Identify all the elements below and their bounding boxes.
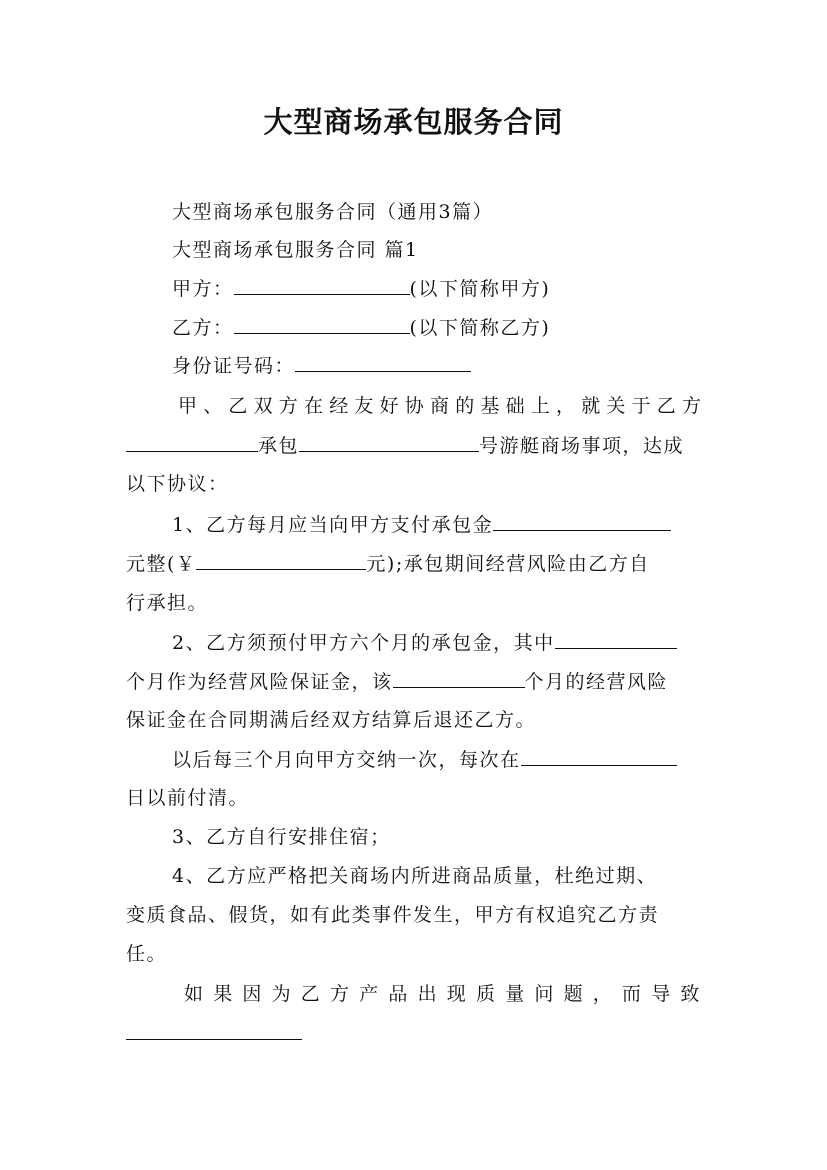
intro-line-1 [178,392,708,420]
payment-line-2: 日以前付清。 [126,787,250,809]
intro-line-3: 以下协议： [126,473,229,495]
party-a-line [172,274,550,303]
clause-5-line-1 [184,980,710,1008]
clause-3-line: 3、乙方自行安排住宿； [172,826,391,848]
payment-date-blank[interactable] [521,745,677,766]
id-number-label: 身份证号码： [172,355,296,377]
subtitle: 大型商场承包服务合同（通用3篇） [172,201,494,223]
clause-4-line-1: 4、乙方应严格把关商场内所进商品质量，杜绝过期、 [172,865,658,887]
intro-text-2a: 承包 [258,435,300,457]
clause-4-line-2: 变质食品、假货，如有此类事件发生，甲方有权追究乙方责 [126,904,660,926]
deposit-months-blank-2[interactable] [393,667,525,688]
consequence-blank[interactable] [126,1019,302,1040]
clause-2-line-3: 保证金在合同期满后经双方结算后退还乙方。 [126,709,537,731]
clause-2-text-2b: 个月的经营风险 [524,671,669,693]
mall-number-blank[interactable] [299,431,479,452]
clause-4-line-3: 任。 [126,943,168,965]
party-a-blank[interactable] [234,274,410,295]
payment-text-1: 以后每三个月向甲方交纳一次，每次在 [172,749,521,771]
party-b-line [172,313,550,342]
clause-1-line-1 [172,510,671,539]
party-b-blank[interactable] [234,313,410,334]
clause-5-text-1: 如果因为乙方产品出现质量问题，而导致 [184,983,710,1005]
contract-fee-blank[interactable] [493,510,671,531]
party-b-label: 乙方： [172,317,234,339]
clause-1-text-2a: 元整(￥ [126,553,197,575]
clause-1-line-2 [126,549,650,578]
clause-1-text-1: 1、乙方每月应当向甲方支付承包金 [172,514,494,536]
id-number-line [172,351,471,380]
intro-line-2 [126,431,684,460]
id-number-blank[interactable] [295,351,471,372]
clause-5-line-2 [126,1019,302,1048]
party-b-suffix: (以下简称乙方) [409,317,551,339]
clause-2-text-1: 2、乙方须预付甲方六个月的承包金，其中 [172,632,555,654]
contract-fee-amount-blank[interactable] [196,549,366,570]
part-heading: 大型商场承包服务合同 篇1 [172,239,419,261]
payment-line-1 [172,745,677,774]
clause-1-text-2b: 元);承包期间经营风险由乙方自 [366,553,650,575]
clause-1-line-3: 行承担。 [126,592,209,614]
clause-2-text-2a: 个月作为经营风险保证金，该 [126,671,393,693]
document-title: 大型商场承包服务合同 [263,105,564,139]
intro-text-2b: 号游艇商场事项，达成 [479,435,685,457]
intro-text-1: 甲、乙双方在经友好协商的基础上，就关于乙方 [178,395,708,417]
party-b-name-blank[interactable] [126,431,258,452]
party-a-suffix: (以下简称甲方) [409,278,551,300]
clause-2-line-1 [172,628,677,657]
clause-2-line-2 [126,667,668,696]
party-a-label: 甲方： [172,278,234,300]
deposit-months-blank[interactable] [555,628,677,649]
